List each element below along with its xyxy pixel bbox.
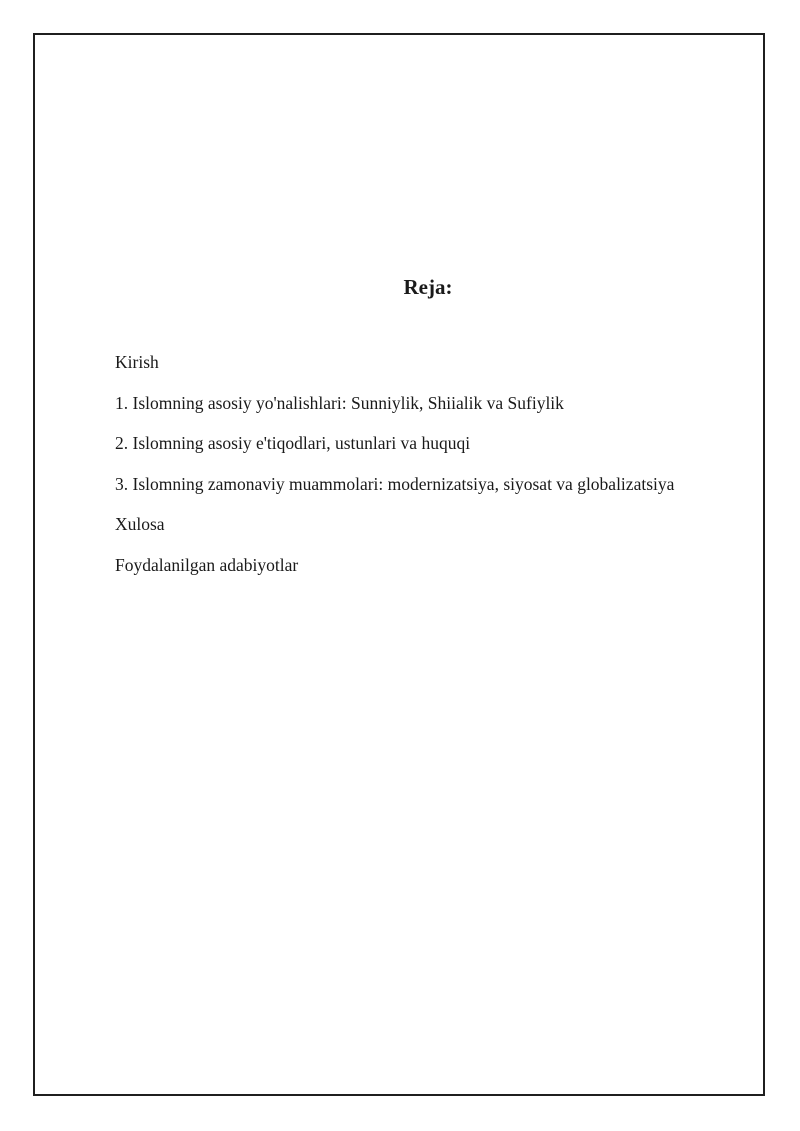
toc-item-introduction: Kirish — [115, 352, 159, 372]
toc-item-3: 3. Islomning zamonaviy muammolari: modernizatsiya, siyosat va globalizatsiya — [115, 473, 675, 494]
toc-item-2: 2. Islomning asosiy e'tiqodlari, ustunlari va huquqi — [115, 433, 471, 454]
page-title: Reja: — [403, 275, 453, 299]
table-of-contents — [115, 351, 674, 595]
toc-item-1: 1. Islomning asosiy yo'nalishlari: Sunniylik, Shiialik va Sufiylik — [115, 392, 564, 413]
toc-item-references: Foydalanilgan adabiyotlar — [115, 554, 299, 575]
toc-item-conclusion: Xulosa — [115, 514, 165, 535]
